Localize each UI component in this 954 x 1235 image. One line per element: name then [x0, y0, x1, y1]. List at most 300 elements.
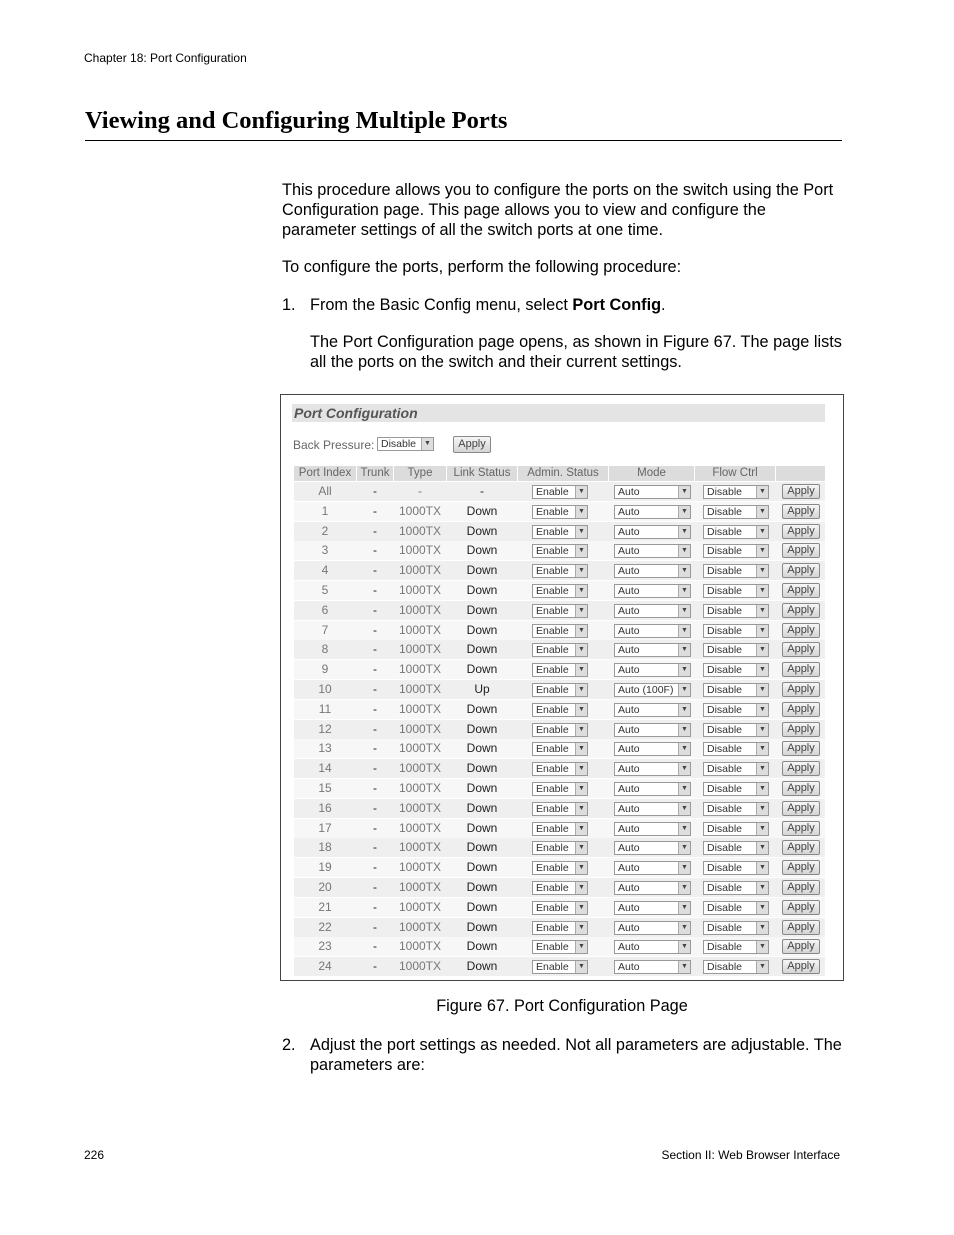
port-index-cell: 10: [318, 682, 332, 696]
chevron-down-icon: ▼: [756, 625, 768, 637]
admin-status-value: Enable: [536, 565, 569, 578]
row-apply-button[interactable]: Apply: [782, 642, 820, 657]
type-cell: 1000TX: [398, 761, 442, 776]
chevron-down-icon: ▼: [678, 922, 690, 934]
port-index-cell: 14: [318, 761, 332, 776]
admin-status-select[interactable]: [532, 505, 588, 519]
admin-status-value: Enable: [536, 585, 569, 597]
table-row: [294, 522, 825, 541]
mode-value: Auto: [618, 743, 640, 756]
flow-ctrl-select[interactable]: [703, 663, 769, 677]
mode-value: Auto: [618, 921, 640, 934]
row-apply-button[interactable]: Apply: [782, 959, 820, 974]
flow-ctrl-value: Disable: [707, 723, 743, 736]
port-index-cell: 16: [318, 800, 332, 815]
flow-ctrl-select[interactable]: [703, 881, 769, 895]
admin-status-value: Enable: [536, 743, 569, 756]
type-cell: 1000TX: [398, 622, 442, 637]
flow-ctrl-select[interactable]: [703, 485, 769, 499]
col-trunk: Trunk: [357, 466, 394, 481]
admin-status-select[interactable]: [532, 762, 588, 776]
type-cell: 1000TX: [398, 682, 442, 696]
type-cell: 1000TX: [398, 662, 442, 677]
chevron-down-icon: ▼: [756, 961, 768, 973]
mode-select[interactable]: [614, 703, 691, 717]
row-apply-button[interactable]: Apply: [782, 860, 820, 875]
chevron-down-icon: ▼: [678, 882, 690, 894]
figure-title: Port Configuration: [294, 405, 418, 421]
flow-ctrl-value: Disable: [707, 763, 743, 776]
link-status-cell: Down: [466, 662, 498, 677]
row-apply-button[interactable]: Apply: [782, 563, 820, 578]
mode-value: Auto: [618, 862, 640, 875]
admin-status-value: Enable: [536, 664, 569, 677]
col-link-status: Link Status: [447, 466, 518, 481]
trunk-cell: -: [373, 800, 377, 815]
row-apply-button[interactable]: Apply: [782, 880, 820, 895]
chevron-down-icon: ▼: [678, 585, 690, 597]
port-index-cell: 24: [318, 959, 332, 974]
chevron-down-icon: ▼: [678, 842, 690, 854]
mode-select[interactable]: [614, 525, 691, 539]
table-row: [294, 720, 825, 739]
step-number: 1.: [282, 296, 296, 314]
flow-ctrl-select[interactable]: [703, 742, 769, 756]
port-index-cell: 19: [318, 860, 332, 875]
admin-status-select[interactable]: [532, 643, 588, 657]
mode-select[interactable]: [614, 940, 691, 954]
admin-status-select[interactable]: [532, 960, 588, 974]
chevron-down-icon: ▼: [575, 724, 587, 736]
row-apply-button[interactable]: Apply: [782, 662, 820, 677]
flow-ctrl-select[interactable]: [703, 960, 769, 974]
chevron-down-icon: ▼: [575, 842, 587, 854]
port-index-cell: 12: [318, 721, 332, 736]
flow-ctrl-select[interactable]: [703, 505, 769, 519]
mode-value: Auto: [618, 585, 640, 597]
admin-status-value: Enable: [536, 684, 569, 696]
chevron-down-icon: ▼: [756, 565, 768, 577]
table-row: [294, 660, 825, 679]
type-cell: 1000TX: [398, 860, 442, 875]
chevron-down-icon: ▼: [575, 763, 587, 775]
row-apply-button[interactable]: Apply: [782, 583, 820, 598]
port-index-cell: 13: [318, 741, 332, 756]
step-1-note: The Port Configuration page opens, as shown in Figure 67. The page lists all the ports on the switch and their current settings.: [310, 333, 842, 371]
mode-select[interactable]: [614, 544, 691, 558]
row-apply-button[interactable]: Apply: [782, 524, 820, 539]
link-status-cell: Down: [466, 880, 498, 894]
admin-status-select[interactable]: [532, 703, 588, 717]
mode-select[interactable]: [614, 584, 691, 598]
link-status-cell: Down: [466, 919, 498, 934]
flow-ctrl-select[interactable]: [703, 643, 769, 657]
admin-status-select[interactable]: [532, 782, 588, 796]
table-row: [294, 759, 825, 778]
trunk-cell: -: [373, 523, 377, 538]
row-apply-button[interactable]: Apply: [782, 623, 820, 638]
mode-select[interactable]: [614, 841, 691, 855]
chevron-down-icon: ▼: [678, 545, 690, 557]
admin-status-value: Enable: [536, 723, 569, 736]
chevron-down-icon: ▼: [756, 783, 768, 795]
mode-value: Auto: [618, 703, 640, 716]
table-row: [294, 601, 825, 620]
port-index-cell: 20: [318, 880, 332, 894]
admin-status-select[interactable]: [532, 683, 588, 697]
admin-status-select[interactable]: [532, 861, 588, 875]
mode-value: Auto: [618, 565, 640, 578]
trunk-cell: -: [373, 840, 377, 855]
row-apply-button[interactable]: Apply: [782, 682, 820, 697]
link-status-cell: Down: [466, 543, 498, 558]
port-index-cell: All: [318, 484, 332, 498]
trunk-cell: -: [373, 761, 377, 776]
row-apply-button[interactable]: Apply: [782, 741, 820, 756]
type-cell: 1000TX: [398, 959, 442, 974]
admin-status-value: Enable: [536, 486, 569, 498]
admin-status-value: Enable: [536, 822, 569, 835]
chevron-down-icon: ▼: [756, 724, 768, 736]
link-status-cell: Down: [466, 642, 498, 657]
trunk-cell: -: [373, 860, 377, 875]
row-apply-button[interactable]: Apply: [782, 702, 820, 717]
flow-ctrl-select[interactable]: [703, 762, 769, 776]
back-pressure-apply-button[interactable]: Apply: [453, 436, 491, 453]
admin-status-value: Enable: [536, 703, 569, 716]
flow-ctrl-select[interactable]: [703, 564, 769, 578]
chevron-down-icon: ▼: [678, 664, 690, 676]
chevron-down-icon: ▼: [575, 743, 587, 755]
chevron-down-icon: ▼: [575, 644, 587, 656]
port-index-cell: 23: [318, 939, 332, 954]
admin-status-select[interactable]: [532, 723, 588, 737]
mode-select[interactable]: [614, 683, 691, 697]
link-status-cell: Down: [466, 800, 498, 815]
mode-value: Auto: [618, 624, 640, 637]
row-apply-button[interactable]: Apply: [782, 543, 820, 558]
chevron-down-icon: ▼: [678, 763, 690, 775]
admin-status-value: Enable: [536, 525, 569, 538]
mode-value: Auto: [618, 763, 640, 776]
row-apply-button[interactable]: Apply: [782, 504, 820, 519]
trunk-cell: -: [373, 939, 377, 954]
port-index-cell: 21: [318, 899, 332, 914]
flow-ctrl-value: Disable: [707, 961, 743, 974]
mode-value: Auto: [618, 783, 640, 795]
flow-ctrl-select[interactable]: [703, 782, 769, 796]
admin-status-select[interactable]: [532, 841, 588, 855]
mode-select[interactable]: [614, 802, 691, 816]
chevron-down-icon: ▼: [575, 783, 587, 795]
link-status-cell: Down: [466, 939, 498, 954]
type-cell: 1000TX: [398, 602, 442, 617]
flow-ctrl-select[interactable]: [703, 940, 769, 954]
chevron-down-icon: ▼: [756, 862, 768, 874]
type-cell: 1000TX: [398, 563, 442, 578]
admin-status-value: Enable: [536, 802, 569, 815]
row-apply-button[interactable]: Apply: [782, 484, 820, 499]
type-cell: 1000TX: [398, 880, 442, 894]
table-row: [294, 700, 825, 719]
admin-status-select[interactable]: [532, 564, 588, 578]
link-status-cell: Up: [474, 682, 490, 696]
mode-select[interactable]: [614, 861, 691, 875]
flow-ctrl-value: Disable: [707, 842, 743, 855]
admin-status-select[interactable]: [532, 525, 588, 539]
table-header: [294, 466, 825, 481]
chevron-down-icon: ▼: [575, 486, 587, 498]
mode-select[interactable]: [614, 505, 691, 519]
port-configuration-figure: [280, 394, 844, 981]
flow-ctrl-value: Disable: [707, 604, 743, 617]
row-apply-button[interactable]: Apply: [782, 900, 820, 915]
trunk-cell: -: [373, 622, 377, 637]
mode-select[interactable]: [614, 881, 691, 895]
chevron-down-icon: ▼: [756, 585, 768, 597]
flow-ctrl-value: Disable: [707, 743, 743, 756]
type-cell: 1000TX: [398, 503, 442, 518]
step-text-pre: From the Basic Config menu, select: [310, 296, 573, 314]
trunk-cell: -: [373, 899, 377, 914]
admin-status-value: Enable: [536, 961, 569, 974]
mode-value: Auto: [618, 525, 640, 538]
row-apply-button[interactable]: Apply: [782, 939, 820, 954]
link-status-cell: Down: [466, 741, 498, 756]
type-cell: 1000TX: [398, 543, 442, 558]
flow-ctrl-value: Disable: [707, 941, 743, 954]
chevron-down-icon: ▼: [678, 941, 690, 953]
link-status-cell: Down: [466, 701, 498, 716]
chevron-down-icon: ▼: [756, 823, 768, 835]
flow-ctrl-select[interactable]: [703, 624, 769, 638]
flow-ctrl-value: Disable: [707, 644, 743, 657]
admin-status-select[interactable]: [532, 485, 588, 499]
menu-item-name: Port Config: [572, 296, 662, 314]
type-cell: 1000TX: [398, 721, 442, 736]
flow-ctrl-select[interactable]: [703, 683, 769, 697]
type-cell: 1000TX: [398, 919, 442, 934]
row-apply-button[interactable]: Apply: [782, 920, 820, 935]
back-pressure-select[interactable]: [377, 437, 434, 451]
mode-select[interactable]: [614, 485, 691, 499]
chevron-down-icon: ▼: [678, 565, 690, 577]
mode-value: Auto: [618, 604, 640, 617]
figure-title-bar: [292, 404, 825, 422]
flow-ctrl-select[interactable]: [703, 841, 769, 855]
mode-select[interactable]: [614, 782, 691, 796]
chevron-down-icon: ▼: [575, 625, 587, 637]
chevron-down-icon: ▼: [756, 902, 768, 914]
mode-select[interactable]: [614, 564, 691, 578]
row-apply-button[interactable]: Apply: [782, 781, 820, 796]
admin-status-value: Enable: [536, 783, 569, 795]
link-status-cell: Down: [466, 761, 498, 776]
mode-value: Auto: [618, 644, 640, 657]
step-text: Adjust the port settings as needed. Not all parameters are adjustable. The parameters are:: [310, 1036, 842, 1074]
chevron-down-icon: ▼: [756, 922, 768, 934]
chevron-down-icon: ▼: [678, 486, 690, 498]
link-status-cell: Down: [466, 602, 498, 617]
trunk-cell: -: [373, 721, 377, 736]
chevron-down-icon: ▼: [678, 902, 690, 914]
port-index-cell: 6: [321, 602, 329, 617]
mode-select[interactable]: [614, 624, 691, 638]
flow-ctrl-value: Disable: [707, 486, 743, 498]
chevron-down-icon: ▼: [756, 763, 768, 775]
flow-ctrl-select[interactable]: [703, 604, 769, 618]
table-row: [294, 858, 825, 877]
table-row: [294, 799, 825, 818]
page-number: 226: [84, 1148, 105, 1162]
admin-status-value: Enable: [536, 604, 569, 617]
row-apply-button[interactable]: Apply: [782, 761, 820, 776]
chevron-down-icon: ▼: [575, 941, 587, 953]
mode-select[interactable]: [614, 901, 691, 915]
trunk-cell: -: [373, 543, 377, 558]
admin-status-value: Enable: [536, 644, 569, 657]
flow-ctrl-select[interactable]: [703, 525, 769, 539]
admin-status-select[interactable]: [532, 921, 588, 935]
chevron-down-icon: ▼: [678, 783, 690, 795]
table-row: [294, 937, 825, 956]
step-number: 2.: [282, 1036, 296, 1054]
link-status-cell: Down: [466, 860, 498, 875]
chevron-down-icon: ▼: [756, 664, 768, 676]
link-status-cell: Down: [466, 583, 498, 597]
flow-ctrl-select[interactable]: [703, 802, 769, 816]
flow-ctrl-select[interactable]: [703, 584, 769, 598]
trunk-cell: -: [373, 820, 377, 835]
flow-ctrl-value: Disable: [707, 822, 743, 835]
type-cell: 1000TX: [398, 781, 442, 795]
trunk-cell: -: [373, 662, 377, 677]
flow-ctrl-select[interactable]: [703, 861, 769, 875]
row-apply-button[interactable]: Apply: [782, 722, 820, 737]
admin-status-select[interactable]: [532, 822, 588, 836]
table-row: [294, 561, 825, 580]
chevron-down-icon: ▼: [575, 961, 587, 973]
admin-status-select[interactable]: [532, 881, 588, 895]
row-apply-button[interactable]: Apply: [782, 840, 820, 855]
admin-status-select[interactable]: [532, 742, 588, 756]
admin-status-select[interactable]: [532, 584, 588, 598]
mode-select[interactable]: [614, 723, 691, 737]
mode-value: Auto (100F): [618, 684, 674, 696]
flow-ctrl-value: Disable: [707, 901, 743, 914]
trunk-cell: -: [373, 503, 377, 518]
type-cell: 1000TX: [398, 840, 442, 855]
port-index-cell: 22: [318, 919, 332, 934]
flow-ctrl-value: Disable: [707, 703, 743, 716]
col-flow-ctrl: Flow Ctrl: [695, 466, 776, 481]
link-status-cell: Down: [466, 820, 498, 835]
port-index-cell: 3: [321, 543, 329, 558]
flow-ctrl-select[interactable]: [703, 723, 769, 737]
mode-select[interactable]: [614, 921, 691, 935]
col-type: Type: [394, 466, 447, 481]
mode-select[interactable]: [614, 960, 691, 974]
type-cell: 1000TX: [398, 741, 442, 756]
chevron-down-icon: ▼: [756, 842, 768, 854]
flow-ctrl-value: Disable: [707, 505, 743, 518]
chevron-down-icon: ▼: [575, 565, 587, 577]
mode-select[interactable]: [614, 822, 691, 836]
mode-value: Auto: [618, 842, 640, 855]
admin-status-select[interactable]: [532, 940, 588, 954]
link-status-cell: Down: [466, 622, 498, 637]
flow-ctrl-value: Disable: [707, 862, 743, 875]
chevron-down-icon: ▼: [678, 743, 690, 755]
mode-select[interactable]: [614, 762, 691, 776]
chevron-down-icon: ▼: [575, 664, 587, 676]
mode-value: Auto: [618, 802, 640, 815]
mode-select[interactable]: [614, 643, 691, 657]
admin-status-value: Enable: [536, 545, 569, 558]
port-index-cell: 11: [318, 701, 332, 716]
table-row: [294, 918, 825, 937]
table-row: [294, 898, 825, 917]
admin-status-select[interactable]: [532, 624, 588, 638]
link-status-cell: Down: [466, 840, 498, 855]
col-apply: [776, 466, 825, 481]
row-apply-button[interactable]: Apply: [782, 821, 820, 836]
chevron-down-icon: ▼: [575, 882, 587, 894]
link-status-cell: Down: [466, 721, 498, 736]
flow-ctrl-value: Disable: [707, 882, 743, 894]
flow-ctrl-select[interactable]: [703, 703, 769, 717]
mode-select[interactable]: [614, 742, 691, 756]
chevron-down-icon: ▼: [678, 625, 690, 637]
admin-status-value: Enable: [536, 882, 569, 894]
table-row: [294, 838, 825, 857]
table-row: [294, 739, 825, 758]
chevron-down-icon: ▼: [756, 605, 768, 617]
mode-value: Auto: [618, 822, 640, 835]
step-text-post: .: [661, 296, 666, 314]
admin-status-select[interactable]: [532, 604, 588, 618]
flow-ctrl-select[interactable]: [703, 544, 769, 558]
port-index-cell: 17: [318, 820, 332, 835]
col-mode: Mode: [609, 466, 695, 481]
row-apply-button[interactable]: Apply: [782, 603, 820, 618]
chevron-down-icon: ▼: [756, 941, 768, 953]
chevron-down-icon: ▼: [678, 803, 690, 815]
flow-ctrl-select[interactable]: [703, 822, 769, 836]
flow-ctrl-select[interactable]: [703, 901, 769, 915]
admin-status-value: Enable: [536, 862, 569, 875]
admin-status-select[interactable]: [532, 802, 588, 816]
mode-value: Auto: [618, 901, 640, 914]
admin-status-select[interactable]: [532, 544, 588, 558]
mode-select[interactable]: [614, 663, 691, 677]
admin-status-select[interactable]: [532, 663, 588, 677]
chevron-down-icon: ▼: [756, 506, 768, 518]
mode-value: Auto: [618, 505, 640, 518]
chevron-down-icon: ▼: [756, 545, 768, 557]
row-apply-button[interactable]: Apply: [782, 801, 820, 816]
mode-value: Auto: [618, 664, 640, 677]
admin-status-select[interactable]: [532, 901, 588, 915]
port-index-cell: 15: [318, 781, 332, 795]
trunk-cell: -: [373, 563, 377, 578]
flow-ctrl-value: Disable: [707, 585, 743, 597]
chevron-down-icon: ▼: [756, 684, 768, 696]
flow-ctrl-select[interactable]: [703, 921, 769, 935]
chevron-down-icon: ▼: [421, 438, 433, 450]
chevron-down-icon: ▼: [756, 644, 768, 656]
mode-select[interactable]: [614, 604, 691, 618]
